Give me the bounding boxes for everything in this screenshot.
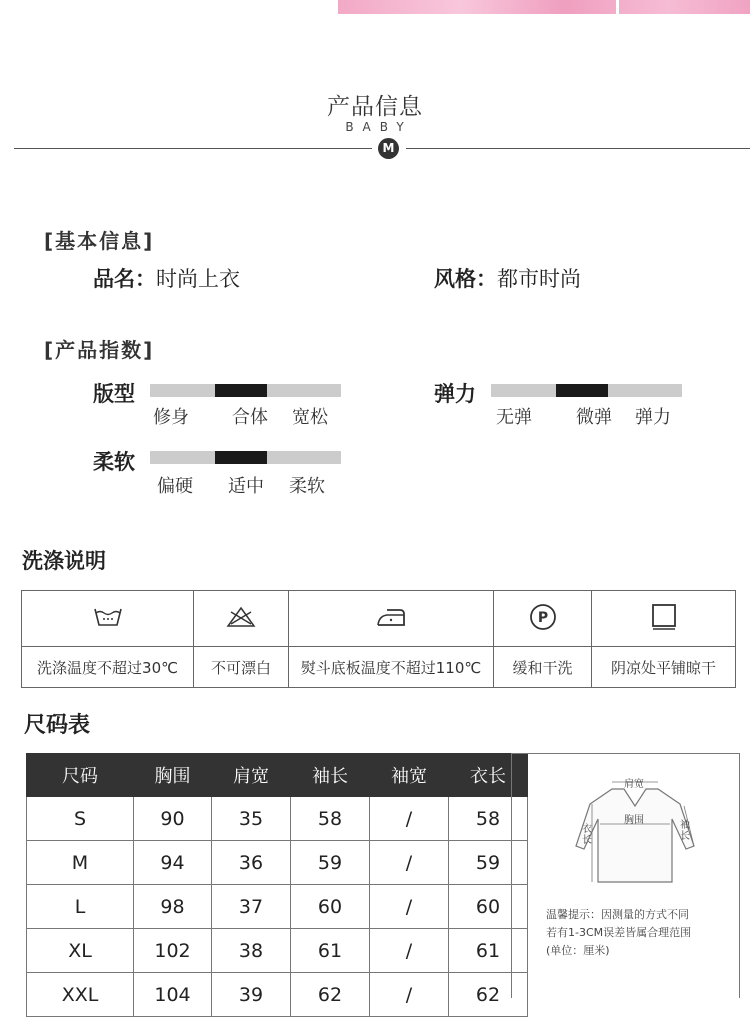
size-header-cell: 尺码 bbox=[27, 754, 134, 797]
wash-text-4: 缓和干洗 bbox=[494, 647, 592, 688]
product-style bbox=[434, 263, 581, 293]
wash-cell-4 bbox=[494, 591, 592, 647]
product-photo-strip bbox=[338, 0, 750, 14]
table-cell: S bbox=[27, 797, 134, 841]
label-length: 衣长 bbox=[582, 824, 592, 846]
size-header-cell: 袖长 bbox=[291, 754, 370, 797]
gauge-elastic-label-1: 无弹 bbox=[496, 407, 532, 428]
product-name bbox=[93, 263, 240, 293]
product-name-label: 品名： bbox=[93, 267, 156, 291]
label-sleeve: 袖长 bbox=[680, 820, 690, 842]
wash-text-1: 洗涤温度不超过30℃ bbox=[22, 647, 194, 688]
table-cell: L bbox=[27, 885, 134, 929]
product-name-value: 时尚上衣 bbox=[156, 267, 240, 291]
gauge-elastic-bar bbox=[491, 384, 682, 397]
wash-cell-1 bbox=[22, 591, 194, 647]
wash-30-icon bbox=[93, 606, 123, 628]
table-cell: 58 bbox=[291, 797, 370, 841]
wash-text-2: 不可漂白 bbox=[194, 647, 289, 688]
basic-info-heading: [基本信息] bbox=[44, 229, 155, 253]
table-cell: 36 bbox=[212, 841, 291, 885]
wash-table bbox=[21, 590, 736, 688]
measurement-diagram bbox=[511, 753, 740, 998]
size-header-cell: 袖宽 bbox=[370, 754, 449, 797]
wash-cell-5 bbox=[592, 591, 736, 647]
table-cell: 60 bbox=[291, 885, 370, 929]
gauge-soft-bar bbox=[150, 451, 341, 464]
product-index-heading: [产品指数] bbox=[44, 338, 155, 362]
table-row bbox=[27, 929, 528, 973]
wash-title: 洗涤说明 bbox=[22, 549, 106, 573]
gauge-fit-label-2: 合体 bbox=[232, 407, 268, 428]
product-style-label: 风格： bbox=[434, 267, 497, 291]
gauge-soft-name: 柔软 bbox=[93, 450, 135, 474]
wash-cell-2 bbox=[194, 591, 289, 647]
table-cell: / bbox=[370, 929, 449, 973]
gauge-elastic-label-2: 微弹 bbox=[576, 407, 612, 428]
table-cell: XXL bbox=[27, 973, 134, 1017]
product-style-value: 都市时尚 bbox=[497, 267, 581, 291]
label-chest: 胸围 bbox=[624, 815, 644, 826]
dry-clean-p-icon bbox=[528, 602, 558, 632]
table-cell: 60 bbox=[449, 885, 528, 929]
divider-right bbox=[406, 148, 750, 149]
wash-text-3: 熨斗底板温度不超过110℃ bbox=[289, 647, 494, 688]
dry-clean-letter: P bbox=[537, 609, 548, 626]
no-bleach-icon bbox=[226, 606, 256, 628]
table-cell: M bbox=[27, 841, 134, 885]
gauge-soft-label-3: 柔软 bbox=[289, 476, 325, 497]
table-cell: 61 bbox=[449, 929, 528, 973]
gauge-soft-label-2: 适中 bbox=[228, 476, 264, 497]
table-cell: 35 bbox=[212, 797, 291, 841]
wash-cell-3 bbox=[289, 591, 494, 647]
size-table-title: 尺码表 bbox=[24, 713, 91, 738]
table-cell: 61 bbox=[291, 929, 370, 973]
tip-line-1: 温馨提示：因测量的方式不同 bbox=[546, 908, 689, 921]
tip-line-2: 若有1-3CM误差皆属合理范围 bbox=[546, 926, 692, 939]
dry-flat-shade-icon bbox=[650, 603, 678, 631]
table-cell: 62 bbox=[449, 973, 528, 1017]
tip-line-3: (单位：厘米) bbox=[546, 944, 610, 957]
gauge-fit-bar bbox=[150, 384, 341, 397]
gauge-fit-name: 版型 bbox=[93, 382, 135, 406]
table-row bbox=[27, 841, 528, 885]
table-cell: / bbox=[370, 973, 449, 1017]
wash-text-5: 阴凉处平铺晾干 bbox=[592, 647, 736, 688]
table-cell: / bbox=[370, 797, 449, 841]
table-cell: 59 bbox=[291, 841, 370, 885]
table-cell: 90 bbox=[134, 797, 212, 841]
table-cell: 37 bbox=[212, 885, 291, 929]
gauge-fit-label-1: 修身 bbox=[153, 407, 189, 428]
size-header-cell: 胸围 bbox=[134, 754, 212, 797]
size-table bbox=[26, 753, 528, 1017]
size-header-cell: 肩宽 bbox=[212, 754, 291, 797]
table-cell: / bbox=[370, 885, 449, 929]
table-cell: XL bbox=[27, 929, 134, 973]
gauge-fit-label-3: 宽松 bbox=[292, 407, 328, 428]
m-badge-icon: M bbox=[378, 138, 399, 159]
table-row bbox=[27, 797, 528, 841]
section-title: 产品信息 bbox=[327, 94, 423, 120]
table-cell: 58 bbox=[449, 797, 528, 841]
table-cell: 62 bbox=[291, 973, 370, 1017]
table-cell: 59 bbox=[449, 841, 528, 885]
table-cell: / bbox=[370, 841, 449, 885]
table-cell: 39 bbox=[212, 973, 291, 1017]
gauge-elastic-name: 弹力 bbox=[434, 382, 476, 406]
section-subtitle: BABY bbox=[345, 120, 413, 134]
table-cell: 94 bbox=[134, 841, 212, 885]
table-row bbox=[27, 885, 528, 929]
table-cell: 102 bbox=[134, 929, 212, 973]
table-cell: 38 bbox=[212, 929, 291, 973]
size-header-cell: 衣长 bbox=[449, 754, 528, 797]
table-row bbox=[27, 973, 528, 1017]
table-cell: 104 bbox=[134, 973, 212, 1017]
gauge-soft-label-1: 偏硬 bbox=[157, 476, 193, 497]
label-shoulder: 肩宽 bbox=[624, 779, 644, 790]
table-cell: 98 bbox=[134, 885, 212, 929]
iron-icon bbox=[375, 606, 407, 628]
gauge-elastic-label-3: 弹力 bbox=[635, 407, 671, 428]
divider-left bbox=[14, 148, 372, 149]
size-table-header bbox=[27, 754, 528, 797]
